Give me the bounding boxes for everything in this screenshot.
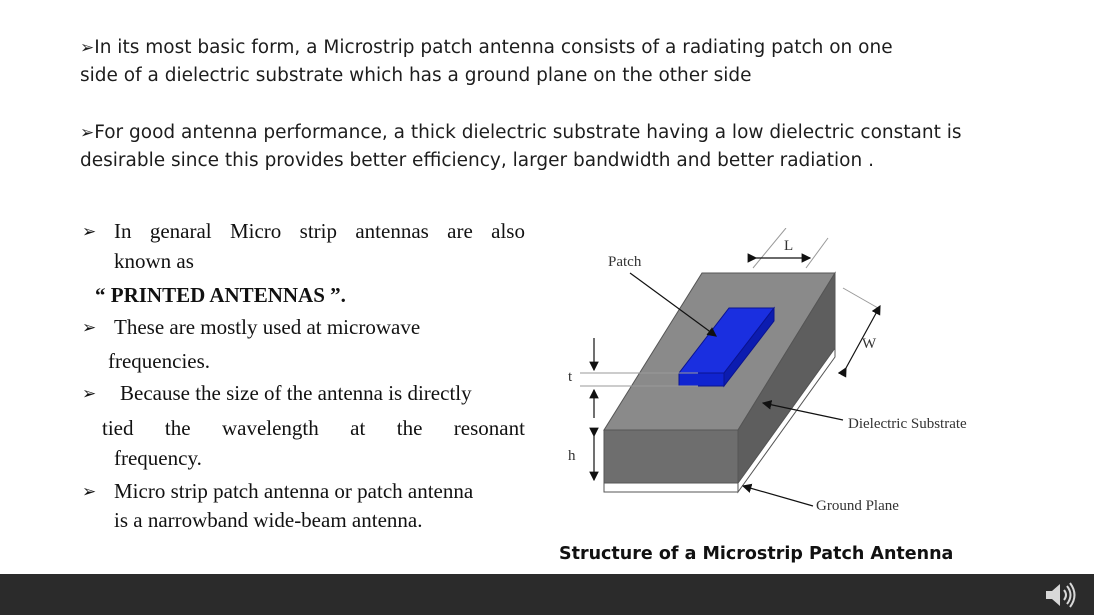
word: resonant: [453, 416, 525, 440]
word: strip: [299, 219, 337, 243]
word: antennas: [355, 219, 429, 243]
patch-label: Patch: [608, 254, 642, 270]
height-label: h: [568, 448, 576, 464]
bullet-text-line: These are mostly used at microwave: [114, 315, 421, 339]
bullet-text: In its most basic form, a Microstrip patch antenna consists of a radiating patch on one: [94, 37, 893, 58]
bullet-text-line: [102, 416, 525, 441]
word: are: [447, 219, 473, 243]
bullet-arrow-icon: ➢: [80, 38, 95, 58]
media-bar: [0, 574, 1094, 615]
top-bullet-1: [80, 34, 990, 90]
bullet-arrow-icon: ➢: [82, 482, 97, 502]
word: the: [164, 416, 191, 440]
word: tied: [102, 416, 134, 440]
bullet-text-line: known as: [114, 249, 194, 273]
bullet-text-line: Because the size of the antenna is directly: [120, 381, 472, 405]
bullet-arrow-icon: ➢: [82, 318, 97, 338]
word: genaral: [149, 219, 212, 243]
bullet-text-line: is a narrowband wide-beam antenna.: [114, 508, 423, 532]
width-label: W: [862, 336, 877, 352]
patch-front: [679, 373, 724, 386]
bullet-text-line: frequencies.: [108, 349, 211, 373]
bullet-text-line: frequency.: [114, 446, 202, 470]
thickness-label: t: [568, 369, 573, 385]
word: at: [350, 416, 366, 440]
word: In: [114, 219, 132, 243]
bullet-text-line: Micro strip patch antenna or patch antenna: [114, 479, 474, 503]
bullet-text: For good antenna performance, a thick dielectric substrate having a low dielectric constant is: [94, 122, 962, 143]
speaker-icon[interactable]: [1042, 580, 1082, 610]
word: also: [491, 219, 525, 243]
bullet-text: desirable since this provides better efficiency, larger bandwidth and better radiation .: [80, 150, 874, 171]
word: wavelength: [221, 416, 319, 440]
ground-plane-label: Ground Plane: [816, 498, 899, 514]
bullet-arrow-icon: ➢: [80, 123, 95, 143]
antenna-diagram: [548, 228, 988, 548]
printed-antennas-text: “ PRINTED ANTENNAS ”.: [95, 283, 346, 307]
word: the: [396, 416, 423, 440]
length-label: L: [784, 238, 794, 254]
bullet-arrow-icon: ➢: [82, 222, 97, 242]
word: Micro: [229, 219, 282, 243]
bullet-text: side of a dielectric substrate which has a ground plane on the other side: [80, 65, 752, 86]
bullet-text-line: [114, 219, 525, 244]
substrate-front: [604, 430, 738, 483]
ground-plane-shape: [604, 483, 738, 492]
substrate-label: Dielectric Substrate: [848, 416, 967, 432]
figure-caption: Structure of a Microstrip Patch Antenna: [559, 544, 954, 564]
bullet-arrow-icon: ➢: [82, 384, 97, 404]
top-bullet-2: [80, 119, 990, 175]
